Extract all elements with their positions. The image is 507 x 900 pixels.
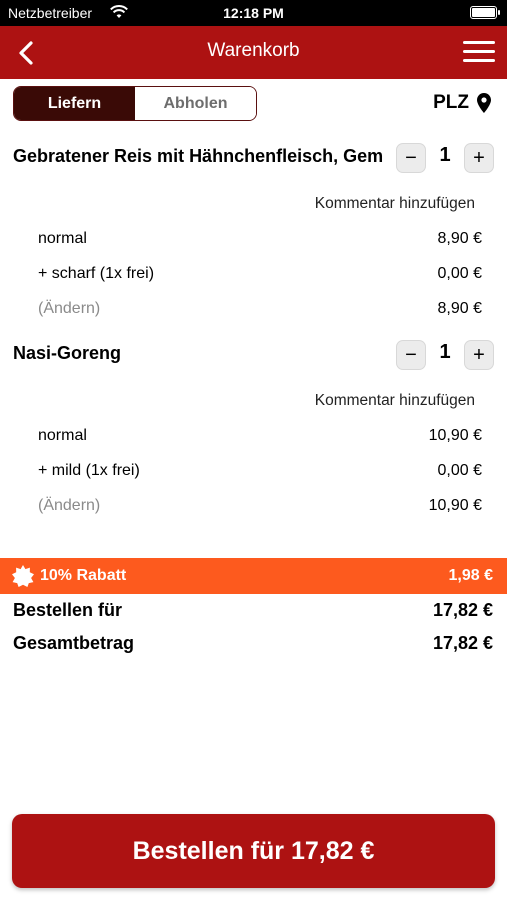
item-line [38, 300, 482, 318]
decrease-quantity-button[interactable]: − [396, 340, 426, 370]
place-order-button[interactable]: Bestellen für 17,82 € [12, 814, 495, 888]
location-pin-icon [477, 93, 491, 113]
discount-label: 10% Rabatt [40, 567, 127, 584]
quantity-value: 1 [439, 341, 451, 363]
increase-quantity-button[interactable]: + [464, 143, 494, 173]
item-line [38, 462, 482, 480]
item-line [38, 427, 482, 445]
line-label: + mild (1x frei) [38, 462, 140, 479]
line-price: 8,90 € [437, 230, 482, 247]
delivery-mode-toggle [13, 86, 257, 121]
discount-badge-icon [12, 565, 34, 587]
tab-liefern[interactable]: Liefern [14, 87, 135, 120]
line-price: 0,00 € [437, 462, 482, 479]
status-bar [0, 0, 507, 26]
line-label: normal [38, 427, 87, 444]
quantity-value: 1 [439, 144, 451, 166]
plz-label: PLZ [433, 92, 469, 113]
cart-item-name: Gebratener Reis mit Hähnchenfleisch, Gem [13, 146, 384, 166]
clock: 12:18 PM [223, 5, 284, 21]
total-row [13, 633, 493, 654]
item-line [38, 497, 482, 515]
order-for-value: 17,82 € [432, 600, 493, 620]
line-price: 8,90 € [437, 300, 482, 317]
line-label: + scharf (1x frei) [38, 265, 155, 282]
battery-icon [470, 6, 497, 19]
total-value: 17,82 € [432, 633, 493, 653]
add-comment-link[interactable]: Kommentar hinzufügen [314, 195, 475, 212]
plz-selector[interactable] [433, 92, 491, 114]
total-label: Gesamtbetrag [13, 633, 135, 653]
item-line [38, 230, 482, 248]
quantity-stepper [396, 340, 494, 370]
app-header [0, 26, 507, 79]
discount-value: 1,98 € [448, 567, 493, 584]
line-price: 10,90 € [428, 427, 482, 444]
change-options-link[interactable]: (Ändern) [38, 497, 101, 514]
change-options-link[interactable]: (Ändern) [38, 300, 101, 317]
quantity-stepper [396, 143, 494, 173]
cart-item-name: Nasi-Goreng [13, 343, 122, 363]
line-price: 10,90 € [428, 497, 482, 514]
decrease-quantity-button[interactable]: − [396, 143, 426, 173]
discount-bar [0, 558, 507, 594]
add-comment-link[interactable]: Kommentar hinzufügen [314, 392, 475, 409]
order-for-row [13, 600, 493, 621]
tab-abholen[interactable]: Abholen [135, 87, 256, 120]
increase-quantity-button[interactable]: + [464, 340, 494, 370]
hamburger-menu-icon[interactable] [463, 38, 495, 66]
page-title: Warenkorb [207, 40, 300, 61]
line-label: normal [38, 230, 87, 247]
item-line [38, 265, 482, 283]
carrier-label: Netzbetreiber [8, 5, 93, 21]
order-for-label: Bestellen für [13, 600, 123, 620]
line-price: 0,00 € [437, 265, 482, 282]
